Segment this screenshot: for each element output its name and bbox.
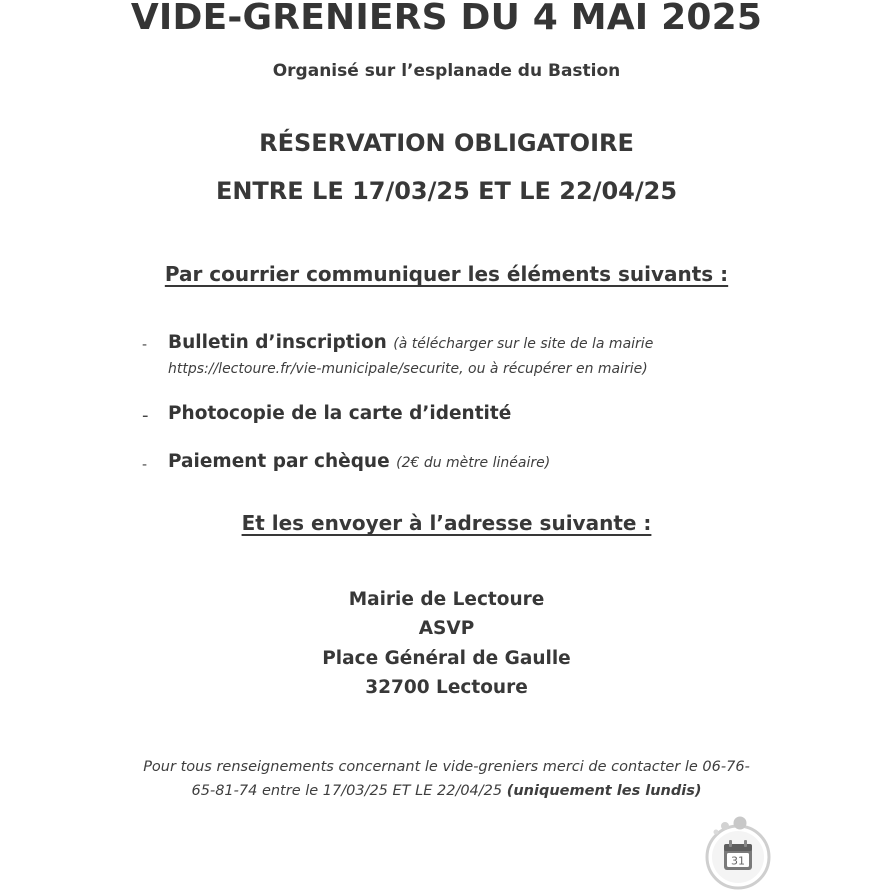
address-line: Place Général de Gaulle: [322, 648, 571, 669]
list-dash: -: [142, 405, 149, 426]
list-item: [168, 403, 511, 424]
list-item-label: Paiement par chèque: [168, 451, 390, 472]
footer-line: 65-81-74 entre le 17/03/25 ET LE 22/04/25: [191, 783, 503, 799]
list-item-label: Bulletin d’inscription: [168, 332, 387, 353]
list-dash: -: [142, 337, 148, 353]
list-item-label: Photocopie de la carte d’identité: [168, 403, 512, 424]
reservation-dates: ENTRE LE 17/03/25 ET LE 22/04/25: [215, 177, 678, 205]
list-item-note: (à télécharger sur le site de la mairie: [393, 336, 654, 352]
envoi-heading-text: Et les envoyer à l’adresse suivante :: [241, 511, 652, 535]
address-line: 32700 Lectoure: [365, 677, 528, 698]
list-item: [168, 332, 653, 353]
reservation-heading: RÉSERVATION OBLIGATOIRE: [259, 129, 634, 157]
list-item: [168, 451, 550, 472]
courrier-heading: [0, 262, 893, 286]
calendar-logo: [698, 810, 778, 890]
courrier-heading-text: Par courrier communiquer les éléments suivants :: [164, 262, 729, 286]
address-line: Mairie de Lectoure: [348, 589, 545, 610]
footer-line: Pour tous renseignements concernant le vide-greniers merci de contacter le 06-76-: [143, 759, 750, 775]
address-line: ASVP: [418, 618, 475, 639]
list-dash: -: [142, 457, 148, 473]
calendar-day: 31: [731, 854, 745, 868]
list-item-note-continued: https://lectoure.fr/vie-municipale/securite, ou à récupérer en mairie): [168, 361, 648, 377]
calendar-icon: [698, 810, 778, 890]
document-subtitle: Organisé sur l’esplanade du Bastion: [272, 61, 621, 81]
document-title: VIDE-GRENIERS DU 4 MAI 2025: [130, 0, 763, 38]
footer-contact: [110, 755, 783, 803]
footer-emphasis: (uniquement les lundis): [506, 783, 702, 799]
envoi-heading: [0, 511, 893, 535]
list-item-note: (2€ du mètre linéaire): [396, 455, 551, 471]
